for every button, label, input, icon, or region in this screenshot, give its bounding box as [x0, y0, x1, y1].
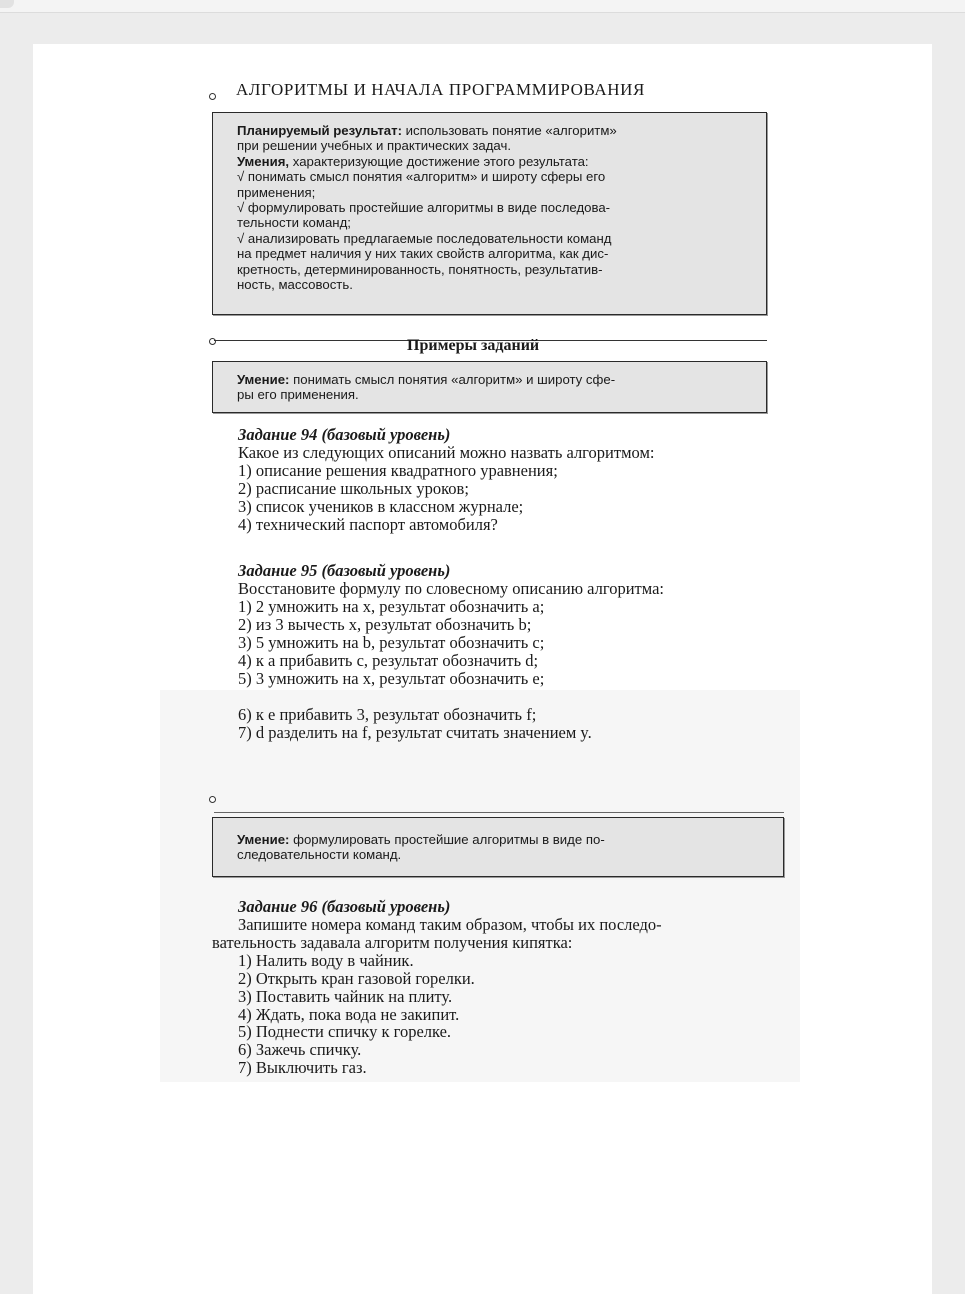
- skills-label: Умения,: [237, 153, 290, 169]
- task-96-line: 5) Поднести спичку к горелке.: [238, 1022, 452, 1042]
- task-95-line: 3) 5 умножить на b, результат обозначить c;: [238, 632, 545, 652]
- task-96-line: Запишите номера команд таким образом, чтобы их последо-: [238, 915, 662, 934]
- task-96-line: 1) Налить воду в чайник.: [238, 950, 414, 970]
- examples-title: Примеры заданий: [407, 337, 540, 354]
- task-95-line: 4) к a прибавить c, результат обозначить d;: [238, 650, 539, 670]
- skill-box-1-cont: ры его применения.: [237, 387, 359, 403]
- tab-edge: [0, 0, 14, 8]
- skill-box-2-cont: следовательности команд.: [237, 847, 402, 863]
- task-95-line: 5) 3 умножить на x, результат обозначить e;: [238, 668, 545, 688]
- skill-item: √ понимать смысл понятия «алгоритм» и широту сферы его: [237, 169, 606, 185]
- task-95-line: Восстановите формулу по словесному описанию алгоритма:: [238, 579, 664, 598]
- task-96-line: 4) Ждать, пока вода не закипит.: [238, 1004, 460, 1024]
- task-96-line: вательность задавала алгоритм получения кипятка:: [212, 932, 573, 952]
- task-94-line: 2) расписание школьных уроков;: [238, 478, 469, 498]
- skill-item: √ формулировать простейшие алгоритмы в виде последова-: [237, 200, 611, 216]
- skill-item: тельности команд;: [237, 215, 351, 231]
- skill-box-2-text: формулировать простейшие алгоритмы в виде по-: [289, 832, 605, 847]
- task-96-line: 6) Зажечь спичку.: [238, 1040, 362, 1060]
- skill-item: применения;: [237, 184, 316, 200]
- task-94-line: 3) список учеников в классном журнале;: [238, 496, 524, 516]
- skill-box-2: [212, 817, 784, 877]
- skill-box-1: [212, 361, 767, 413]
- task-94-line: Какое из следующих описаний можно назвать алгоритмом:: [238, 443, 655, 462]
- divider-line: [214, 812, 784, 813]
- result-cont: при решении учебных и практических задач.: [237, 138, 512, 154]
- task-95-body-cont: [238, 706, 592, 742]
- task-95-line: 6) к e прибавить 3, результат обозначить f;: [238, 705, 537, 724]
- skills-line: [237, 154, 742, 169]
- skill-box-1-label: Умение:: [237, 372, 290, 387]
- bullet-ring-icon: [209, 93, 216, 100]
- skill-box-1-line: [237, 372, 742, 387]
- task-96-line: 7) Выключить газ.: [238, 1058, 367, 1078]
- task-95-line: 7) d разделить на f, результат считать значением y.: [238, 722, 592, 742]
- result-text: использовать понятие «алгоритм»: [402, 123, 617, 138]
- task-95-body: [238, 580, 664, 687]
- section-title: АЛГОРИТМЫ И НАЧАЛА ПРОГРАММИРОВАНИЯ: [236, 80, 645, 99]
- viewer-top-bar: [0, 0, 965, 13]
- bullet-ring-icon: [209, 796, 216, 803]
- task-96-line: 3) Поставить чайник на плиту.: [238, 986, 453, 1006]
- skill-box-1-text: понимать смысл понятия «алгоритм» и широту сфе-: [289, 372, 616, 387]
- task-96-body: [212, 916, 662, 1077]
- task-96-title: Задание 96 (базовый уровень): [238, 897, 451, 916]
- task-94-body: [238, 444, 654, 534]
- task-95-line: 2) из 3 вычесть x, результат обозначить b;: [238, 614, 532, 634]
- task-95-line: 1) 2 умножить на x, результат обозначить a;: [238, 596, 545, 616]
- skill-item: √ анализировать предлагаемые последовательности команд: [237, 230, 612, 246]
- task-94-line: 4) технический паспорт автомобиля?: [238, 514, 498, 534]
- task-95-title: Задание 95 (базовый уровень): [238, 561, 451, 580]
- skill-item: кретность, детерминированность, понятность, результатив-: [237, 261, 603, 277]
- planned-result-box: [212, 112, 767, 315]
- result-label: Планируемый результат:: [237, 123, 402, 138]
- result-line: [237, 123, 742, 138]
- skills-text: характеризующие достижение этого результата:: [289, 153, 589, 169]
- skill-box-2-line: [237, 832, 757, 847]
- skill-box-2-label: Умение:: [237, 832, 290, 847]
- skill-item: на предмет наличия у них таких свойств алгоритма, как дис-: [237, 246, 609, 262]
- task-94-line: 1) описание решения квадратного уравнения;: [238, 460, 558, 480]
- task-94-title: Задание 94 (базовый уровень): [238, 425, 451, 444]
- skill-item: ность, массовость.: [237, 277, 353, 293]
- task-96-line: 2) Открыть кран газовой горелки.: [238, 968, 475, 988]
